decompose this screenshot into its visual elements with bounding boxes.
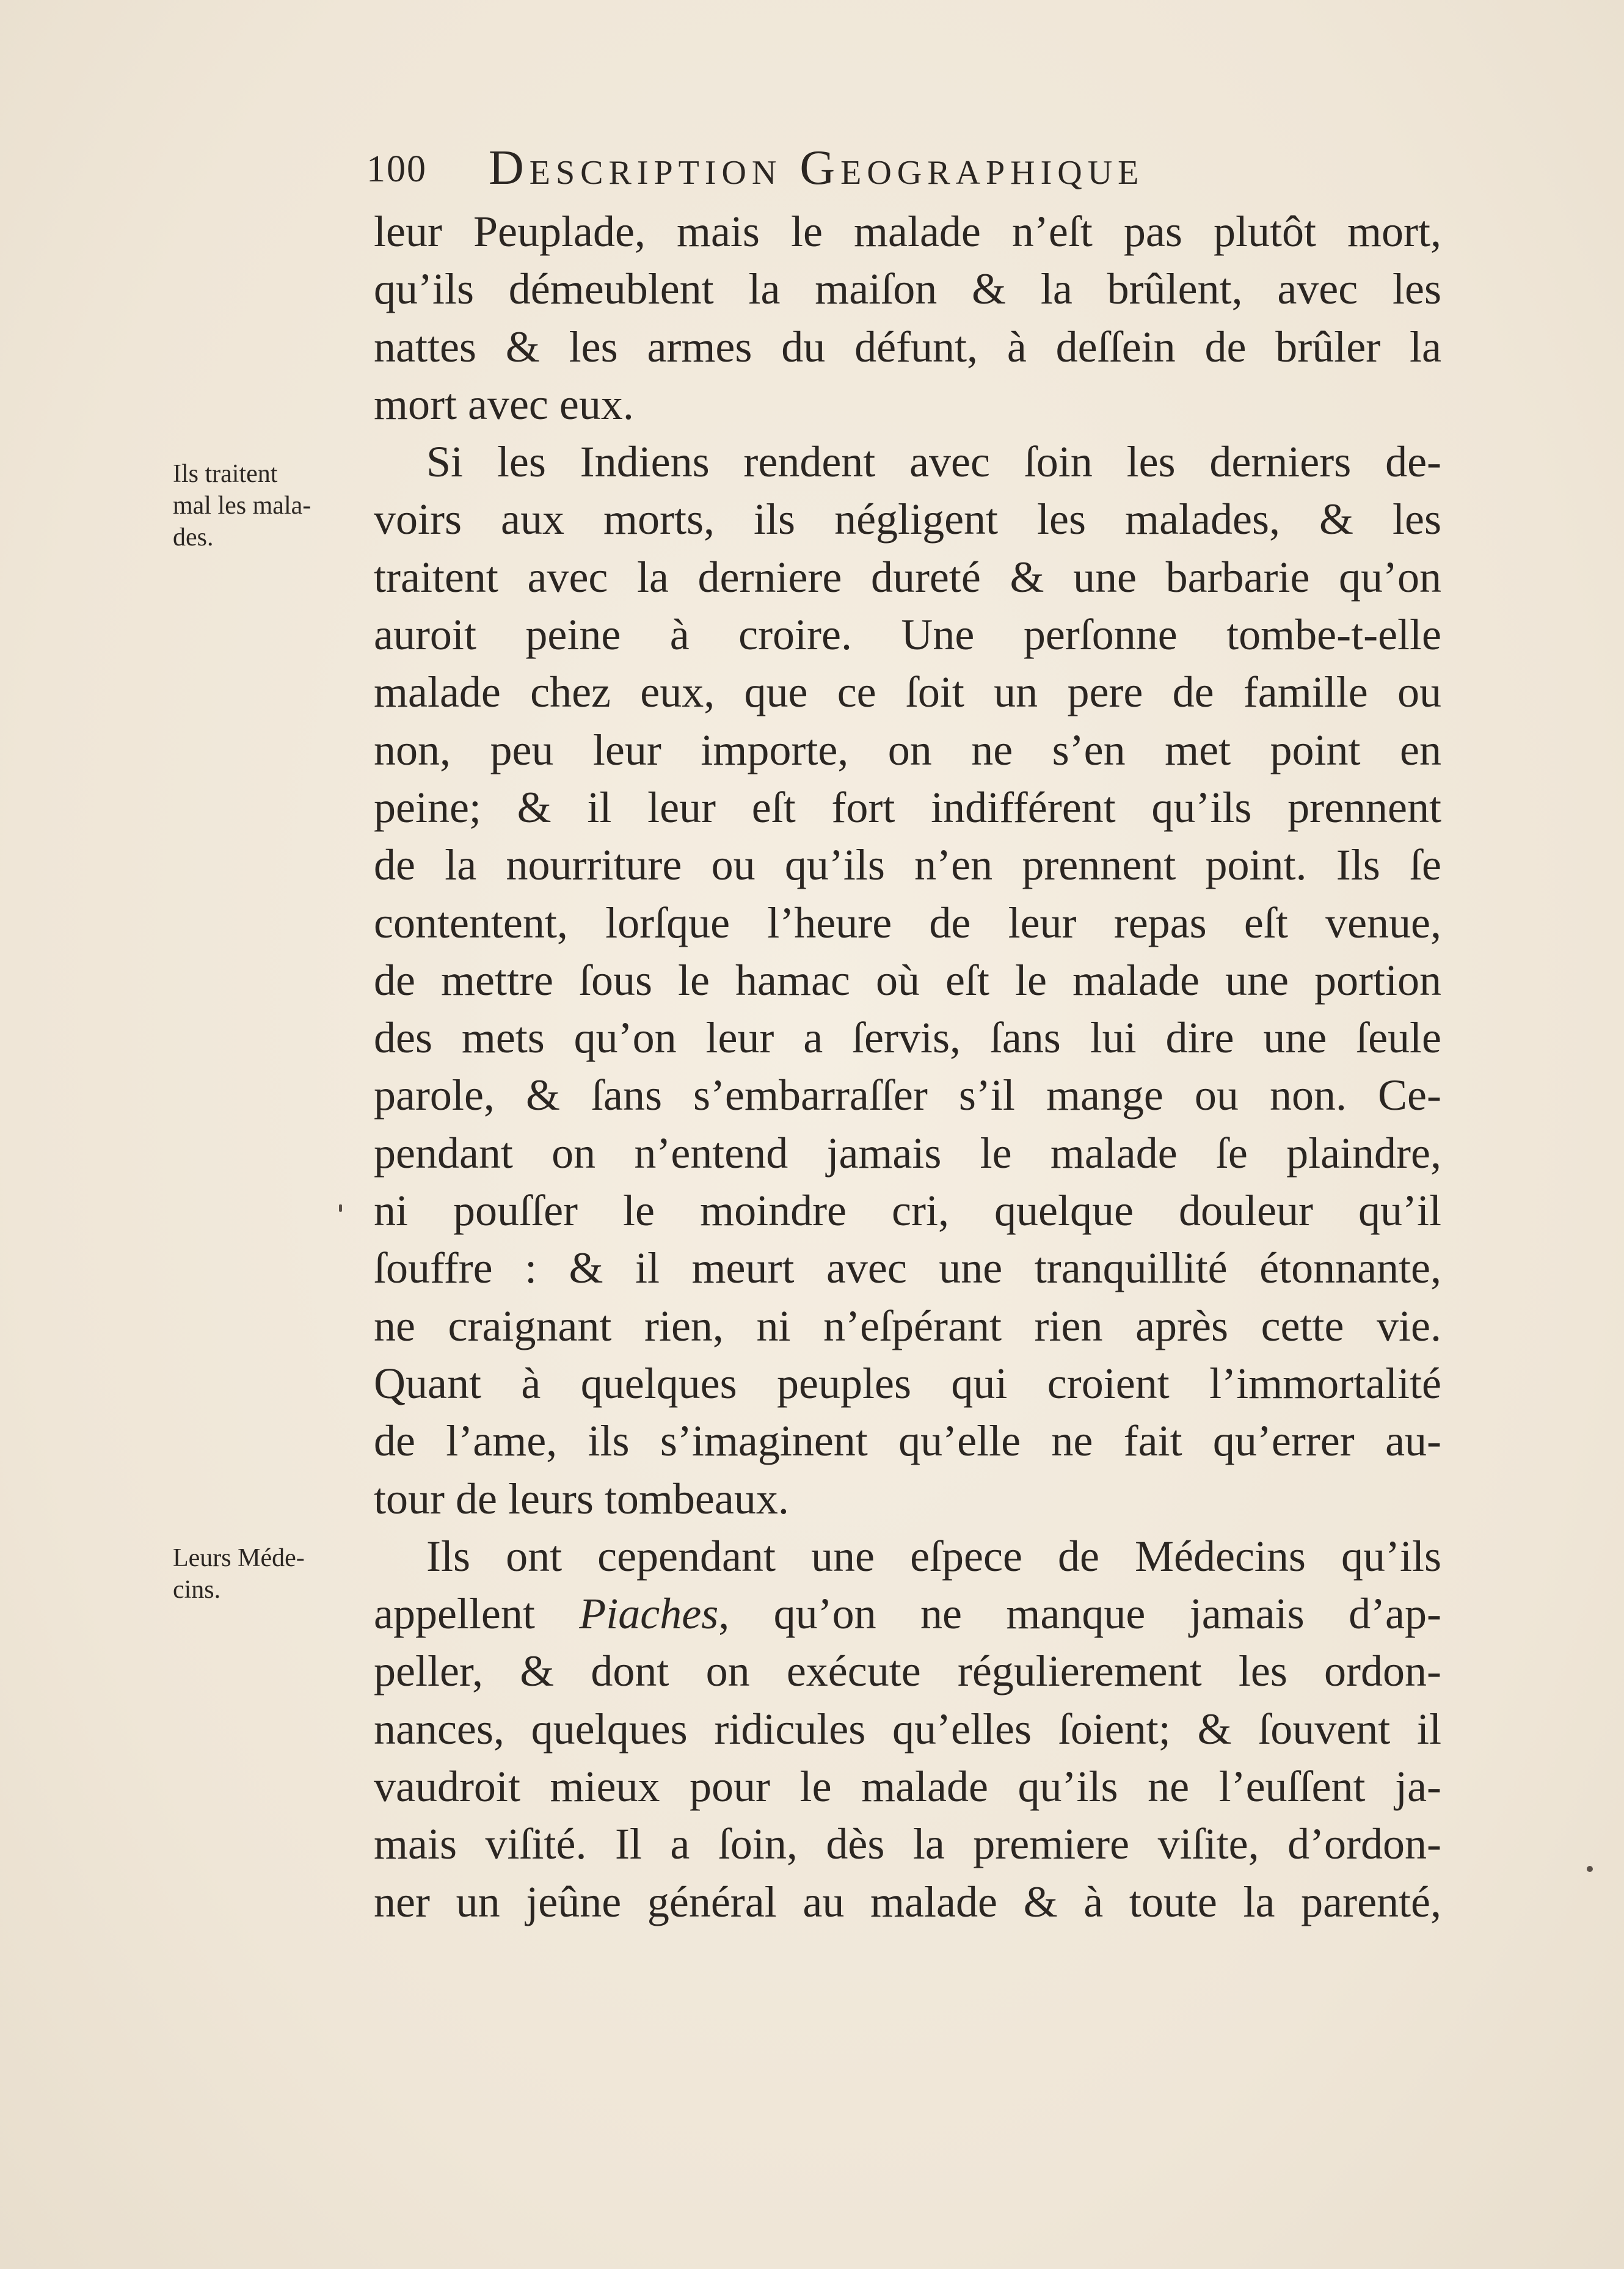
running-title: Description Geographique [489,141,1145,195]
text-line: ſouffre : & il meurt avec une tranquillité étonnante, [374,1244,1441,1293]
text-line: voirs aux morts, ils négligent les malades, & les [374,495,1441,544]
text-line: nances, quelques ridicules qu’elles ſoient; & ſouvent il [374,1704,1441,1754]
text-line: non, peu leur importe, on ne s’en met point en [374,725,1441,774]
page-number: 100 [366,148,427,190]
text-line: nattes & les armes du défunt, à deſſein de brûler la [374,322,1441,371]
margin-note-line: cins. [173,1576,221,1604]
margin-note-sick-treatment [173,458,368,553]
text-line: contentent, lorſque l’heure de leur repas eſt venue, [374,898,1441,947]
margin-note-line: Ils traitent [173,460,278,488]
paper-speck [339,1204,342,1212]
text-line: de mettre ſous le hamac où eſt le malade une portion [374,955,1441,1005]
text-line: de la nourriture ou qu’ils n’en prennent point. Ils ſe [374,840,1441,890]
margin-note-line: mal les mala- [173,492,311,520]
page-header [366,140,1344,195]
text-line: parole, & ſans s’embarraſſer s’il mange ou non. Ce- [374,1071,1441,1120]
text-line: vaudroit mieux pour le malade qu’ils ne l’euſſent ja- [374,1762,1441,1812]
margin-note-line: Leurs Méde- [173,1544,305,1572]
text-line: ne craignant rien, ni n’eſpérant rien après cette vie. [374,1301,1441,1350]
text-line: traitent avec la derniere dureté & une barbarie qu’on [374,552,1441,602]
margin-note-doctors [173,1542,368,1606]
text-line: mort avec eux. [374,379,634,429]
text-line: peller, & dont on exécute régulierement les ordon- [374,1647,1441,1696]
text-line: peine; & il leur eſt fort indifférent qu’ils prennent [374,782,1441,832]
text-line: ni pouſſer le moindre cri, quelque douleur qu’il [374,1186,1441,1236]
text-line: malade chez eux, que ce ſoit un pere de famille ou [374,668,1441,717]
text-line: mais viſité. Il a ſoin, dès la premiere viſite, d’ordon- [374,1819,1441,1869]
text-line: ner un jeûne général au malade & à toute la parenté, [374,1877,1441,1926]
text-segment: appellent [374,1589,580,1639]
body-text [374,203,1441,1931]
text-segment: , qu’on ne manque jamais d’ap- [718,1589,1441,1639]
text-line-with-italic [374,1585,1441,1642]
text-line: tour de leurs tombeaux. [374,1474,789,1523]
paragraph-first-line: Ils ont cependant une eſpece de Médecins qu’ils [426,1531,1441,1581]
text-line: de l’ame, ils s’imaginent qu’elle ne fait qu’errer au- [374,1416,1441,1466]
text-line: leur Peuplade, mais le malade n’eſt pas plutôt mort, [374,207,1441,256]
text-line: auroit peine à croire. Une perſonne tombe-t-elle [374,610,1441,660]
text-line: Quant à quelques peuples qui croient l’immortalité [374,1358,1441,1408]
text-line: des mets qu’on leur a ſervis, ſans lui dire une ſeule [374,1013,1441,1063]
paper-speck [1587,1866,1593,1872]
text-line: qu’ils démeublent la maiſon & la brûlent, avec les [374,264,1441,314]
paragraph-first-line: Si les Indiens rendent avec ſoin les derniers de- [426,437,1441,487]
margin-note-line: des. [173,523,214,552]
text-line: pendant on n’entend jamais le malade ſe plaindre, [374,1128,1441,1178]
italic-term-piaches: Piaches [579,1589,719,1639]
